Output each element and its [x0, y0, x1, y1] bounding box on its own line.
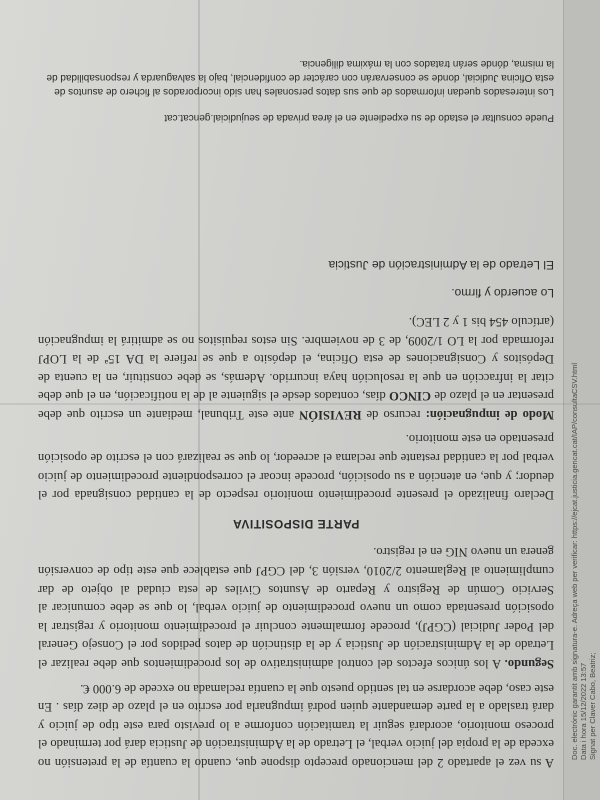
footer-consult-note: Puede consultar el estado de su expediente en el área privada de seujudicial.gencat.cat	[164, 112, 554, 123]
impugnacion-text-e: días, contados desde el siguiente al de la notificación, en el que debe citar la infracción en que la resolución haya incurrido. Además, se debe constituir, en la cuenta de Depósitos y Consignaciones de esta Oficina, el depósito a que se refiere la DA 15ª de la LOPJ reformada por la LO 1/2009, de 3 de noviembre. Sin estos requisitos no se admitirá la impugnación (artículo 454 bis 1 y 2 LEC).	[38, 314, 554, 404]
impugnacion-text-a: recurso de	[366, 407, 421, 422]
verification-sidebar	[570, 20, 597, 760]
paragraph-apartado: A su vez el apartado 2 del mencionado precepto dispone que, cuando la cuantía de la pretensión no exceda de la propia del juicio verbal, el Letrado de la Administración de Justicia dará por terminado el proceso monitorio, acordará seguir la tramitación conforme a lo previsto para este tipo de juicio y dará traslado a la parte demandante quien podrá impugnarla por escrito en el plazo de diez días . En este caso, debe acordarse en tal sentido puesto que la cuantía reclamada no excede de 6.000 €.	[38, 681, 554, 770]
paragraph-segundo	[38, 543, 554, 673]
sidebar-signer-line: Signat per Claver Cabo, Beatriz;	[588, 652, 597, 760]
sidebar-verification-line: Doc. electrónic garantit amb signatura-e. Adreça web per verificar: https://ejcat.justicia.gencat.cat/IAP/consultaCSV.html	[570, 363, 579, 760]
impugnacion-revision: REVISIÓN	[299, 407, 362, 422]
document-footer	[38, 56, 554, 124]
segundo-lead: Segundo.	[504, 657, 554, 672]
paragraph-declaro: Declaro finalizado el presente procedimiento monitorio respecto de la cantidad consignada por el deudor; y que, en atención a su oposición, procede incoar el correspondiente procedimiento de juicio verbal por la cantidad restante que reclama el acreedor, lo que se realizará con el escrito de oposición presentado en este monitorio.	[38, 432, 554, 503]
document-body	[38, 245, 554, 772]
impugnacion-lead: Modo de impugnación:	[425, 407, 554, 422]
footer-privacy-note: Los interesados quedan informados de que sus datos personales han sido incorporados al fichero de asuntos de esta Oficina Judicial, donde se conservarán con carácter de confidencial, bajo la salvaguarda y responsabilidad de la misma, dónde serán tratados con la máxima diligencia.	[46, 58, 554, 97]
section-heading: PARTE DISPOSITIVA	[232, 516, 360, 531]
paragraph-impugnacion	[38, 312, 554, 424]
closing-text: Lo acuerdo y firmo.	[451, 286, 554, 301]
impugnacion-cinco: CINCO	[389, 389, 432, 404]
signature-line: El Letrado de la Administración de Justicia	[328, 257, 554, 272]
segundo-text: A los únicos efectos del control administrativo de los procedimientos que debe realizar el Letrado de la Administración de Justicia y de la distinción de datos pedidos por el Consejo General del Poder Judicial (CGPJ), procede formalmente concluir el procedimiento monitorio y registrar la oposición presentada como un nuevo procedimiento de juicio verbal, lo que se debe comunicar al Servicio Común de Registro y Reparto de Asuntos Civiles de esta ciudad al objeto de dar cumplimiento al Reglamento 2/2010, versión 3, del CGPJ que establece que este tipo de conversión genera un nuevo NIG en el registro.	[38, 545, 554, 672]
sidebar-date-line: Data i hora 15/12/2022 13:57	[579, 662, 588, 760]
impugnacion-text-c: ante este Tribunal, mediante un escrito que debe presentar en el plazo de	[38, 389, 554, 422]
